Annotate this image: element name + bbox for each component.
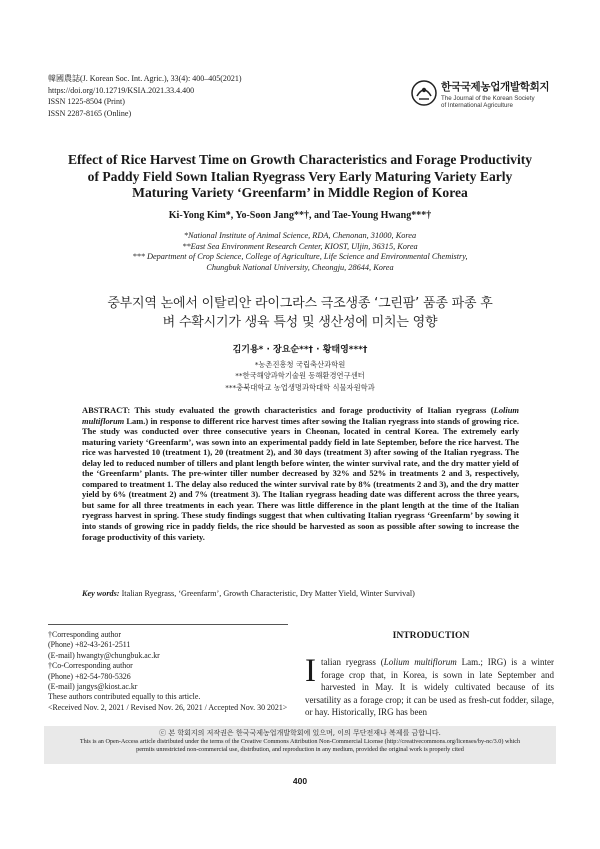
affiliations [40, 231, 560, 273]
license-box [44, 726, 556, 764]
abstract-label: ABSTRACT: [82, 405, 131, 415]
footnote-line: †Co-Corresponding author [48, 661, 133, 671]
footnote-line: †Corresponding author [48, 630, 121, 639]
author-list: Ki-Yong Kim*, Yo-Soon Jang**†, and Tae-Young Hwang***† [168, 210, 432, 221]
society-emblem-icon [411, 80, 437, 106]
footnote-line: (Phone) +82-54-780-5326 [48, 671, 131, 681]
korean-affiliations [40, 359, 560, 393]
footnote-line: (Phone) +82-43-261-2511 [48, 640, 131, 650]
abstract-text-1: This study evaluated the growth characteristics and forage productivity of Italian ryegrass ( [130, 405, 494, 415]
intro-species: Lolium multiflorum [383, 657, 457, 667]
korean-title-line: 중부지역 논에서 이탈리안 라이그라스 극조생종 ‘그린팜’ 품종 파종 후 [107, 296, 493, 311]
korean-affiliation-line: ***충북대학교 농업생명과학대학 식물자원학과 [225, 382, 375, 392]
page-number: 400 [292, 776, 308, 786]
license-line: permits unrestricted non-commercial use, distribution, and reproduction in any medium, provided the original work is properly cited [136, 746, 464, 753]
footnotes [48, 630, 287, 713]
affiliation-line: Chungbuk National University, Cheongju, 28644, Korea [206, 262, 394, 272]
keywords [82, 589, 519, 598]
keywords-text: Italian Ryegrass, ‘Greenfarm’, Growth Characteristic, Dry Matter Yield, Winter Survival) [119, 589, 415, 598]
korean-title [40, 294, 560, 332]
title-line: Maturing Variety ‘Greenfarm’ in Middle Region of Korea [132, 185, 468, 200]
abstract [82, 405, 519, 542]
affiliation-line: *National Institute of Animal Science, RDA, Chenonan, 31000, Korea [183, 231, 417, 240]
society-name-english-2: of International Agriculture [441, 102, 513, 109]
paper-title [40, 152, 560, 202]
korean-author-list: 김기용* · 장요순**† · 황태영***† [232, 345, 368, 355]
copyright-korean: ⓒ 본 학회지의 저작권은 한국국제농업개발학회에 있으며, 이의 무단전재나 복제를 금합니다. [159, 729, 441, 737]
issn-online: ISSN 2287-8165 (Online) [48, 108, 132, 118]
drop-cap: I [305, 653, 316, 689]
intro-text-1: talian ryegrass ( [321, 657, 384, 667]
keywords-label: Key words: [82, 589, 120, 598]
intro-text-2: Lam.; IRG) is a winter forage crop that, in Korea, is sown in late September and harvested in May. It is widely cultivated because of its versatility as a forage crop; it can be used as fresh-cut fodder, silage, or hay. Historically, IRG has been [305, 657, 554, 718]
korean-affiliation-line: *농촌진흥청 국립축산과학원 [254, 360, 346, 369]
society-name-korean: 한국국제농업개발학회지 [441, 81, 550, 93]
journal-header [48, 73, 242, 119]
license-line: This is an Open-Access article distributed under the terms of the Creative Commons Attribution Non-Commercial License (http://creativecommons.org/licenses/by-nc/3.0) which [79, 738, 521, 745]
affiliation-line: *** Department of Crop Science, College of Agriculture, Life Science and Environmental Chemistry, [132, 252, 468, 262]
footnote-divider [48, 624, 288, 625]
korean-title-line: 벼 수확시기가 생육 특성 및 생산성에 미치는 영향 [162, 315, 438, 330]
korean-affiliation-line: **한국해양과학기술원 동해환경연구센터 [235, 371, 365, 381]
issn-print: ISSN 1225-8504 (Print) [48, 97, 125, 106]
title-line: Effect of Rice Harvest Time on Growth Characteristics and Forage Productivity [67, 152, 533, 167]
footnote-line: <Received Nov. 2, 2021 / Revised Nov. 26, 2021 / Accepted Nov. 30 2021> [48, 702, 288, 712]
affiliation-line: **East Sea Environment Research Center, KIOST, Uljin, 36315, Korea [182, 241, 418, 251]
doi-link[interactable]: https://doi.org/10.12719/KSIA.2021.33.4.400 [48, 85, 195, 95]
footnote-line: These authors contributed equally to this article. [48, 692, 201, 702]
society-name-english-1: The Journal of the Korean Society [441, 95, 535, 102]
footnote-line: (E-mail) jangys@kiost.ac.kr [48, 682, 138, 692]
introduction-heading: INTRODUCTION [392, 630, 470, 641]
title-line: of Paddy Field Sown Italian Ryegrass Very Early Maturing Variety Early [87, 168, 513, 184]
footnote-line: (E-mail) hwangty@chungbuk.ac.kr [48, 650, 160, 660]
introduction-text [305, 653, 554, 719]
abstract-text-2: Lam.) in response to different rice harvest times after sowing the Italian ryegrass into stands of growing rice. The study was conducted over three consecutive years in Cheonan, located in central Korea. The extremely early maturing variety ‘Greenfarm’, was sown into an experimental paddy field in late September, before the rice harvest. The rice was harvested 10 (treatment 1), 20 (treatment 2), and 30 days (treatment 3) after sowing of the Italian ryegrass. The delay led to reduced number of tillers and plant length before winter, the winter survival rate, and the dry matter yield of the ‘Greenfarm’ plants. The pre-winter tiller number decreased by 32% and 52% in treatments 2 and 3, respectively, compared to treatment 1. The delay also reduced the winter survival rate by 8% (treatments 2 and 3), and the dry matter yield by 6% (treatment 2) and 7% (treatment 3). The Italian ryegrass heading date was different across the three years, but same for all three treatments in each year. There was little difference in the plant length at the time of the Italian ryegrass harvest in spring. These study findings suggest that when cultivating Italian ryegrass ‘Greenfarm’ by sowing it into stands of growing rice in paddy fields, the rice should be harvested as soon as possible after sowing to increase the forage productivity of this variety. [82, 415, 519, 542]
journal-citation: 韓國農誌(J. Korean Soc. Int. Agric.), 33(4): 400–405(2021) [48, 74, 242, 83]
society-logo [411, 76, 561, 112]
abstract-species: Lolium multiflorum [82, 405, 519, 426]
